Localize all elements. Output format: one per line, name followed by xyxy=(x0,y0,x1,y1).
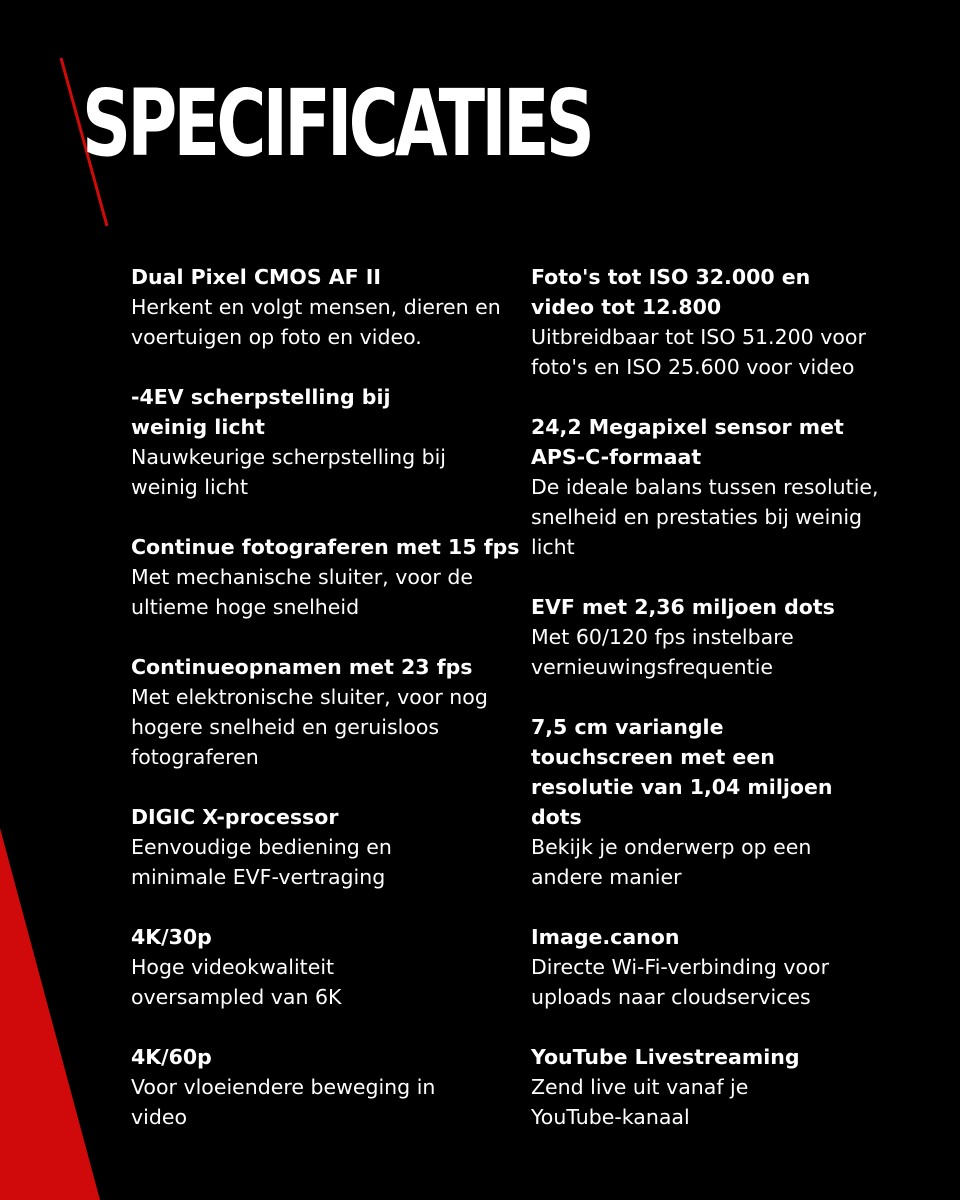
spec-description: Directe Wi-Fi-verbinding voor uploads naar cloudservices xyxy=(531,955,830,1009)
spec-title: 4K/60p xyxy=(131,1045,212,1069)
spec-title: 7,5 cm variangle touchscreen met een resolutie van 1,04 miljoen dots xyxy=(531,715,833,829)
spec-title: YouTube Livestreaming xyxy=(531,1045,800,1069)
spec-item xyxy=(531,712,931,892)
spec-description: Met mechanische sluiter, voor de ultieme hoge snelheid xyxy=(131,565,473,619)
spec-item xyxy=(131,922,531,1012)
spec-title: Foto's tot ISO 32.000 en video tot 12.800 xyxy=(531,265,811,319)
spec-description: Met elektronische sluiter, voor nog hogere snelheid en geruisloos fotograferen xyxy=(131,685,488,769)
spec-item xyxy=(531,262,931,382)
spec-item xyxy=(131,382,531,502)
spec-title: -4EV scherpstelling bij weinig licht xyxy=(131,385,391,439)
spec-description: Voor vloeiendere beweging in video xyxy=(131,1075,436,1129)
spec-description: Nauwkeurige scherpstelling bij weinig licht xyxy=(131,445,447,499)
spec-description: Herkent en volgt mensen, dieren en voertuigen op foto en video. xyxy=(131,295,501,349)
spec-description: Zend live uit vanaf je YouTube-kanaal xyxy=(531,1075,749,1129)
spec-description: Hoge videokwaliteit oversampled van 6K xyxy=(131,955,342,1009)
spec-title: Continueopnamen met 23 fps xyxy=(131,655,473,679)
spec-item xyxy=(531,1042,931,1132)
spec-item xyxy=(531,412,931,562)
spec-title: DIGIC X-processor xyxy=(131,805,339,829)
spec-title: Dual Pixel CMOS AF II xyxy=(131,265,381,289)
spec-column-left xyxy=(131,262,531,1162)
spec-title: 4K/30p xyxy=(131,925,212,949)
spec-item xyxy=(131,802,531,892)
spec-description: Bekijk je onderwerp op een andere manier xyxy=(531,835,812,889)
red-corner-shape xyxy=(0,828,100,1200)
spec-title: Image.canon xyxy=(531,925,680,949)
page-title: SPECIFICATIES xyxy=(82,70,592,177)
spec-title: EVF met 2,36 miljoen dots xyxy=(531,595,835,619)
spec-item xyxy=(131,652,531,772)
spec-title: Continue fotograferen met 15 fps xyxy=(131,535,520,559)
spec-description: Met 60/120 fps instelbare vernieuwingsfrequentie xyxy=(531,625,794,679)
spec-title: 24,2 Megapixel sensor met APS-C-formaat xyxy=(531,415,844,469)
spec-item xyxy=(131,532,531,622)
spec-item xyxy=(531,592,931,682)
spec-item xyxy=(131,1042,531,1132)
spec-description: De ideale balans tussen resolutie, snelheid en prestaties bij weinig licht xyxy=(531,475,879,559)
spec-description: Eenvoudige bediening en minimale EVF-vertraging xyxy=(131,835,392,889)
spec-item xyxy=(131,262,531,352)
spec-description: Uitbreidbaar tot ISO 51.200 voor foto's en ISO 25.600 voor video xyxy=(531,325,866,379)
spec-column-right xyxy=(531,262,931,1162)
spec-item xyxy=(531,922,931,1012)
